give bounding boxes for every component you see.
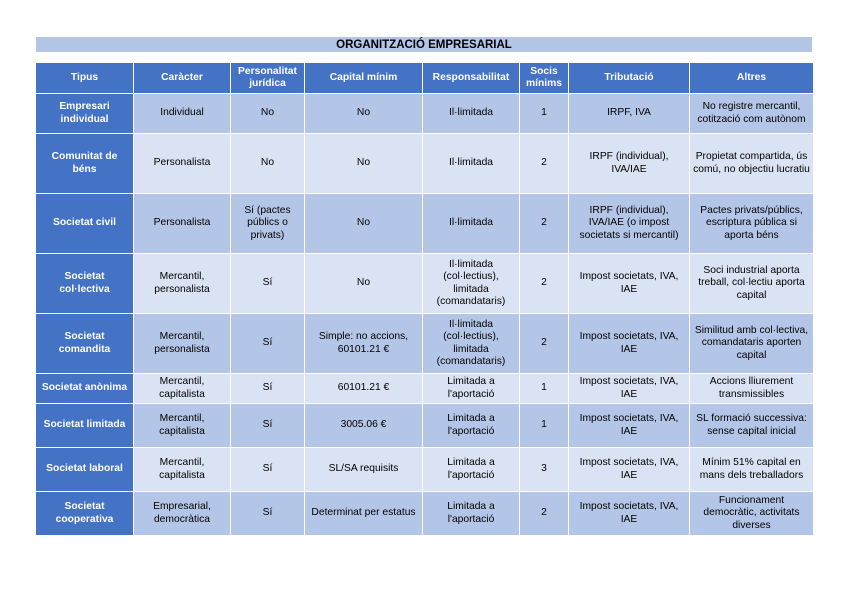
col-header-tipus: Tipus [36, 63, 134, 94]
table-title: ORGANITZACIÓ EMPRESARIAL [35, 36, 813, 53]
cell-personalitat: No [231, 94, 305, 134]
row-type: Societat comandita [36, 314, 134, 374]
col-header-personalitat: Personalitat jurídica [231, 63, 305, 94]
table-row [36, 404, 814, 448]
cell-capital: No [305, 254, 423, 314]
cell-caracter: Personalista [134, 134, 231, 194]
cell-tributacio: Impost societats, IVA, IAE [569, 448, 690, 492]
cell-personalitat: Sí [231, 254, 305, 314]
cell-tributacio: Impost societats, IVA, IAE [569, 314, 690, 374]
row-type: Empresari individual [36, 94, 134, 134]
col-header-caracter: Caràcter [134, 63, 231, 94]
row-type: Societat col·lectiva [36, 254, 134, 314]
cell-altres: Propietat compartida, ús comú, no objectiu lucratiu [690, 134, 814, 194]
cell-responsabilitat: Il·limitada (col·lectius), limitada (comandataris) [423, 314, 520, 374]
cell-tributacio: IRPF, IVA [569, 94, 690, 134]
table-row [36, 134, 814, 194]
row-type: Societat laboral [36, 448, 134, 492]
cell-altres: Accions lliurement transmissibles [690, 374, 814, 404]
cell-socis: 2 [520, 194, 569, 254]
cell-capital: SL/SA requisits [305, 448, 423, 492]
cell-responsabilitat: Limitada a l'aportació [423, 374, 520, 404]
cell-personalitat: Sí [231, 374, 305, 404]
cell-personalitat: Sí [231, 404, 305, 448]
cell-tributacio: IRPF (individual), IVA/IAE [569, 134, 690, 194]
cell-altres: Funcionament democràtic, activitats diverses [690, 492, 814, 536]
cell-personalitat: Sí [231, 492, 305, 536]
cell-capital: Simple: no accions, 60101.21 € [305, 314, 423, 374]
col-header-capital: Capital mínim [305, 63, 423, 94]
table-row [36, 254, 814, 314]
cell-responsabilitat: Limitada a l'aportació [423, 492, 520, 536]
table-row [36, 374, 814, 404]
cell-caracter: Personalista [134, 194, 231, 254]
row-type: Societat civil [36, 194, 134, 254]
table-row [36, 314, 814, 374]
cell-socis: 2 [520, 314, 569, 374]
cell-tributacio: Impost societats, IVA, IAE [569, 374, 690, 404]
cell-tributacio: Impost societats, IVA, IAE [569, 404, 690, 448]
cell-responsabilitat: Il·limitada (col·lectius), limitada (comandataris) [423, 254, 520, 314]
cell-personalitat: Sí [231, 314, 305, 374]
cell-personalitat: Sí [231, 448, 305, 492]
cell-personalitat: No [231, 134, 305, 194]
table-row [36, 448, 814, 492]
cell-responsabilitat: Limitada a l'aportació [423, 448, 520, 492]
cell-responsabilitat: Il·limitada [423, 134, 520, 194]
cell-tributacio: IRPF (individual), IVA/IAE (o impost societats si mercantil) [569, 194, 690, 254]
cell-altres: Pactes privats/públics, escriptura pública si aporta béns [690, 194, 814, 254]
cell-caracter: Mercantil, capitalista [134, 448, 231, 492]
cell-socis: 1 [520, 94, 569, 134]
table-row [36, 94, 814, 134]
cell-caracter: Mercantil, capitalista [134, 374, 231, 404]
cell-caracter: Mercantil, personalista [134, 254, 231, 314]
cell-socis: 2 [520, 254, 569, 314]
cell-capital: Determinat per estatus [305, 492, 423, 536]
cell-tributacio: Impost societats, IVA, IAE [569, 492, 690, 536]
row-type: Societat cooperativa [36, 492, 134, 536]
cell-caracter: Empresarial, democràtica [134, 492, 231, 536]
cell-capital: No [305, 94, 423, 134]
cell-socis: 2 [520, 134, 569, 194]
col-header-responsabilitat: Responsabilitat [423, 63, 520, 94]
table-row [36, 194, 814, 254]
cell-capital: No [305, 134, 423, 194]
cell-personalitat: Sí (pactes públics o privats) [231, 194, 305, 254]
cell-responsabilitat: Il·limitada [423, 94, 520, 134]
cell-socis: 1 [520, 404, 569, 448]
cell-responsabilitat: Il·limitada [423, 194, 520, 254]
cell-altres: Soci industrial aporta treball, col·lectiu aporta capital [690, 254, 814, 314]
table-row [36, 492, 814, 536]
row-type: Societat limitada [36, 404, 134, 448]
col-header-altres: Altres [690, 63, 814, 94]
cell-socis: 3 [520, 448, 569, 492]
cell-altres: SL formació successiva: sense capital inicial [690, 404, 814, 448]
cell-altres: Similitud amb col·lectiva, comandataris aporten capital [690, 314, 814, 374]
cell-socis: 2 [520, 492, 569, 536]
cell-altres: Mínim 51% capital en mans dels treballadors [690, 448, 814, 492]
cell-caracter: Mercantil, personalista [134, 314, 231, 374]
cell-capital: 3005.06 € [305, 404, 423, 448]
cell-socis: 1 [520, 374, 569, 404]
cell-capital: 60101.21 € [305, 374, 423, 404]
cell-caracter: Mercantil, capitalista [134, 404, 231, 448]
cell-caracter: Individual [134, 94, 231, 134]
cell-altres: No registre mercantil, cotització com autònom [690, 94, 814, 134]
cell-tributacio: Impost societats, IVA, IAE [569, 254, 690, 314]
col-header-socis: Socis mínims [520, 63, 569, 94]
row-type: Societat anònima [36, 374, 134, 404]
row-type: Comunitat de béns [36, 134, 134, 194]
cell-capital: No [305, 194, 423, 254]
organization-table [35, 62, 814, 536]
cell-responsabilitat: Limitada a l'aportació [423, 404, 520, 448]
header-row [36, 63, 814, 94]
col-header-tributacio: Tributació [569, 63, 690, 94]
